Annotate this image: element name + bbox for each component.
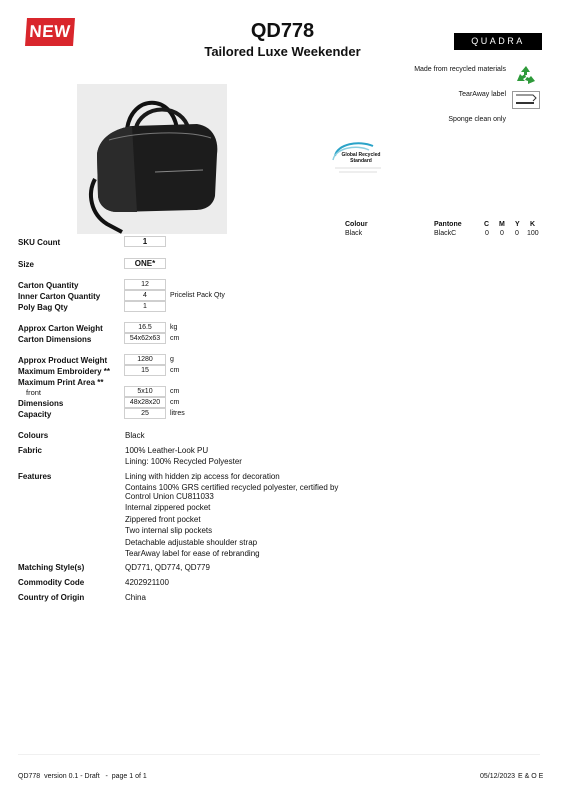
carton-weight-unit: kg (170, 324, 178, 331)
fabric-line: 100% Leather-Look PU (125, 446, 209, 455)
product-name: Tailored Luxe Weekender (204, 44, 361, 59)
k-value: 100 (527, 230, 539, 237)
front-value: 5x10 (124, 386, 166, 397)
inner-carton-qty-value: 4 (124, 290, 166, 301)
poly-bag-qty-value: 1 (124, 301, 166, 312)
capacity-label: Capacity (18, 410, 52, 419)
feature-line: Internal zippered pocket (125, 503, 211, 512)
footer-date: 05/12/2023 (480, 773, 516, 780)
feature-line: Two internal slip pockets (125, 526, 213, 535)
sku-count-label: SKU Count (18, 238, 61, 247)
matching-styles-value: QD771, QD774, QD779 (125, 563, 210, 572)
product-weight-unit: g (170, 356, 174, 363)
front-unit: cm (170, 388, 180, 395)
carton-dims-unit: cm (170, 335, 180, 342)
k-header: K (530, 221, 536, 228)
tearaway-label-icon (512, 91, 540, 109)
country-origin-label: Country of Origin (18, 593, 85, 602)
product-code: QD778 (250, 20, 315, 42)
commodity-code-value: 4202921100 (125, 578, 169, 587)
max-print-area-label: Maximum Print Area ** (18, 378, 104, 387)
carton-dims-value: 54x62x63 (124, 333, 166, 344)
m-value: 0 (500, 230, 504, 237)
m-header: M (499, 221, 505, 228)
tearaway-label: TearAway label (458, 91, 506, 98)
y-header: Y (515, 221, 520, 228)
feature-line: TearAway label for ease of rebranding (125, 549, 260, 558)
carton-dims-label: Carton Dimensions (18, 335, 92, 344)
country-origin-value: China (125, 593, 146, 602)
carton-qty-label: Carton Quantity (18, 281, 79, 290)
capacity-unit: litres (170, 410, 185, 417)
max-embroidery-value: 15 (124, 365, 166, 376)
commodity-code-label: Commodity Code (18, 578, 85, 587)
brand-logo: QUADRA (454, 33, 542, 50)
colour-value: Black (345, 230, 363, 237)
feature-line: Zippered front pocket (125, 515, 201, 524)
sponge-clean-label: Sponge clean only (448, 116, 506, 123)
footer-eoe: E & O E (518, 773, 544, 780)
footer-divider (18, 754, 540, 755)
grs-logo-text: Global Recycled Standard (341, 152, 381, 164)
capacity-value: 25 (124, 408, 166, 419)
fabric-label: Fabric (18, 446, 43, 455)
new-badge: NEW (25, 18, 75, 46)
size-label: Size (18, 260, 35, 269)
recycle-icon (514, 64, 538, 86)
size-value: ONE* (124, 258, 166, 269)
y-value: 0 (515, 230, 519, 237)
pantone-value: BlackC (434, 230, 457, 237)
fabric-line: Lining: 100% Recycled Polyester (125, 457, 242, 466)
feature-line: Contains 100% GRS certified recycled polyester, certified by (125, 483, 339, 492)
carton-weight-label: Approx Carton Weight (18, 324, 103, 333)
dimensions-label: Dimensions (18, 399, 64, 408)
max-embroidery-unit: cm (170, 367, 180, 374)
pantone-header: Pantone (434, 221, 462, 228)
carton-qty-value: 12 (124, 279, 166, 290)
sku-count-value: 1 (124, 236, 166, 247)
inner-carton-qty-label: Inner Carton Quantity (18, 292, 101, 301)
feature-line: Lining with hidden zip access for decoration (125, 472, 280, 481)
footer-doc-info: QD778 version 0.1 - Draft - page 1 of 1 (18, 773, 147, 780)
c-header: C (484, 221, 490, 228)
colours-label: Colours (18, 431, 49, 440)
recycled-label: Made from recycled materials (414, 66, 506, 73)
colour-header: Colour (345, 221, 368, 228)
front-label: front (26, 388, 42, 397)
dimensions-unit: cm (170, 399, 180, 406)
product-image (77, 84, 227, 234)
c-value: 0 (485, 230, 489, 237)
product-weight-value: 1280 (124, 354, 166, 365)
product-weight-label: Approx Product Weight (18, 356, 108, 365)
colours-value: Black (125, 431, 145, 440)
dimensions-value: 48x28x20 (124, 397, 166, 408)
grs-logo (329, 138, 387, 180)
feature-line: Control Union CU811033 (125, 492, 214, 501)
poly-bag-qty-label: Poly Bag Qty (18, 303, 68, 312)
carton-weight-value: 16.5 (124, 322, 166, 333)
pricelist-pack-note: Pricelist Pack Qty (170, 292, 225, 299)
max-embroidery-label: Maximum Embroidery ** (18, 367, 111, 376)
matching-styles-label: Matching Style(s) (18, 563, 85, 572)
feature-line: Detachable adjustable shoulder strap (125, 538, 258, 547)
features-label: Features (18, 472, 52, 481)
